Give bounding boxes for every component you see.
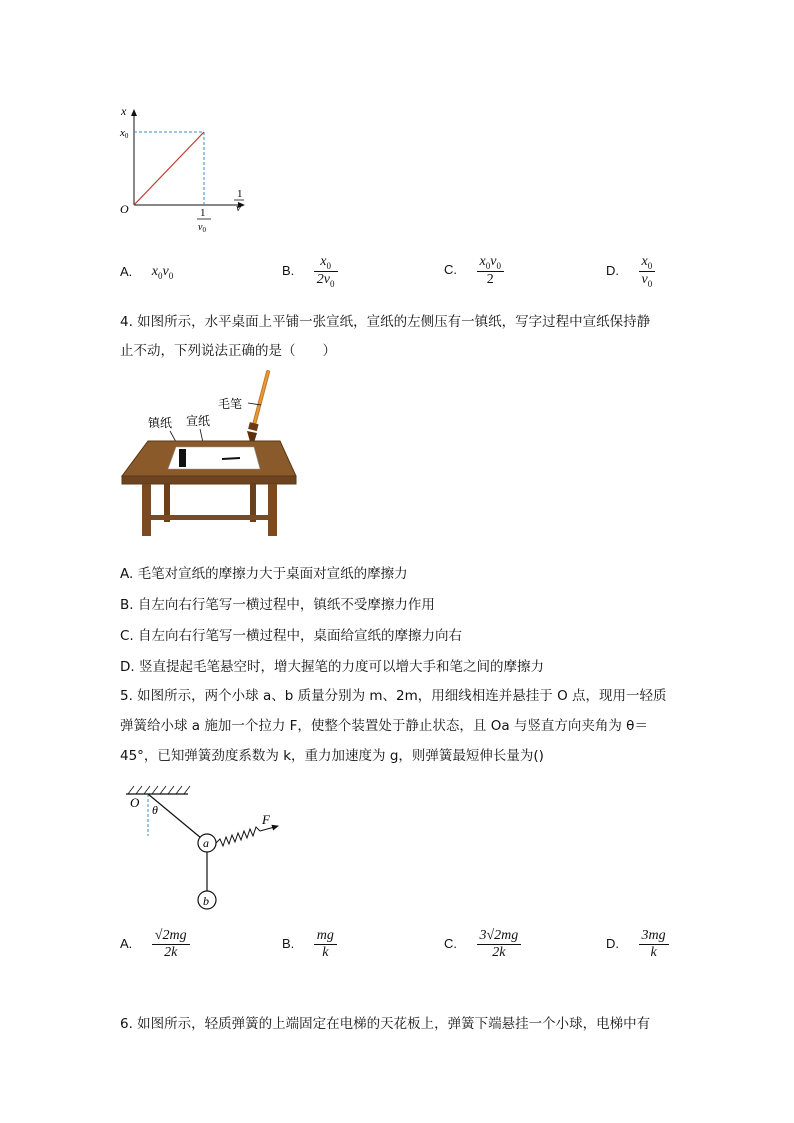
q4-stem-line1: 4. 如图所示，水平桌面上平铺一张宣纸，宣纸的左侧压有一镇纸，写字过程中宣纸保持静 (120, 314, 651, 330)
q5-option-a[interactable] (120, 928, 190, 961)
q5-option-b[interactable] (282, 928, 337, 961)
option-label: D. (606, 935, 619, 951)
q5-figure (120, 780, 300, 915)
q3-tick-den: $v_0$ (198, 222, 206, 234)
brush-icon (247, 372, 268, 449)
option-fraction: $\frac{3mg}{k}$ (639, 928, 669, 961)
ceiling-hatch (128, 786, 190, 794)
table-leg (142, 484, 151, 536)
option-expr: $x_0v_0$ (151, 264, 174, 282)
q4-choice-d[interactable]: D. 竖直提起毛笔悬空时，增大握笔的力度可以增大手和笔之间的摩擦力 (120, 659, 544, 675)
option-label: D. (606, 262, 619, 278)
force-label: F (262, 812, 270, 827)
option-label: A. (120, 935, 133, 951)
point-o-label: O (130, 795, 140, 810)
option-label: A. (120, 264, 133, 279)
q5-option-d[interactable] (606, 928, 669, 961)
q3-line (134, 132, 204, 205)
q6-stem-line1: 6. 如图所示，轻质弹簧的上端固定在电梯的天花板上，弹簧下端悬挂一个小球，电梯中有 (120, 1016, 651, 1032)
q3-x0-label: x0 (120, 127, 129, 140)
q4-figure (118, 365, 318, 545)
q3-tick-num: 1 (200, 207, 206, 219)
option-fraction: $\frac{mg}{k}$ (314, 928, 337, 961)
ball-a-label: a (203, 836, 209, 850)
ink-stroke (222, 458, 240, 459)
ball-b-label: b (203, 894, 209, 908)
option-fraction: $\frac{x_0v_0}{2}$ (477, 254, 504, 288)
q3-graph (110, 100, 260, 240)
option-fraction: $\frac{√2mg}{2k}$ (152, 928, 190, 961)
option-fraction: $\frac{x_0}{2v_0}$ (314, 254, 338, 289)
q3-xaxis-den: v (236, 202, 241, 214)
q4-choice-a[interactable]: A. 毛笔对宣纸的摩擦力大于桌面对宣纸的摩擦力 (120, 566, 408, 582)
q3-y-label: x (121, 104, 127, 118)
q4-choice-c[interactable]: C. 自左向右行笔写一横过程中，桌面给宣纸的摩擦力向右 (120, 628, 463, 644)
theta-label: θ (152, 803, 158, 817)
option-label: C. (444, 935, 457, 951)
q5-stem-line3: 45°，已知弹簧劲度系数为 k，重力加速度为 g，则弹簧最短伸长量为() (120, 748, 544, 764)
q5-stem-line1: 5. 如图所示，两个小球 a、b 质量分别为 m、2m，用细线相连并悬挂于 O 点，现用一轻质 (120, 688, 667, 704)
q5-option-c[interactable] (444, 928, 521, 961)
q3-option-a[interactable] (120, 264, 173, 281)
option-fraction: $\frac{x_0}{v_0}$ (639, 254, 656, 289)
brush-label: 毛笔 (218, 397, 243, 411)
option-fraction: $\frac{3√2mg}{2k}$ (477, 928, 522, 961)
q5-stem-line2: 弹簧给小球 a 施加一个拉力 F，使整个装置处于静止状态，且 Oa 与竖直方向夹角为 θ＝ (120, 718, 648, 734)
option-label: B. (282, 262, 295, 278)
q3-option-b[interactable] (282, 254, 338, 289)
q3-origin-label: O (120, 202, 129, 216)
option-label: B. (282, 935, 295, 951)
paper-weight (179, 449, 186, 467)
q3-xaxis-num: 1 (237, 188, 243, 200)
table-edge (122, 476, 296, 484)
q3-option-c[interactable] (444, 254, 504, 288)
weight-label: 镇纸 (148, 416, 173, 430)
spring (216, 827, 260, 846)
q4-stem-line2: 止不动，下列说法正确的是（ ） (120, 343, 336, 359)
q3-option-d[interactable] (606, 254, 655, 289)
q4-choice-b[interactable]: B. 自左向右行笔写一横过程中，镇纸不受摩擦力作用 (120, 597, 435, 613)
paper-label: 宣纸 (186, 414, 211, 428)
option-label: C. (444, 262, 457, 278)
table-crossbar (151, 515, 268, 520)
table-leg (268, 484, 277, 536)
